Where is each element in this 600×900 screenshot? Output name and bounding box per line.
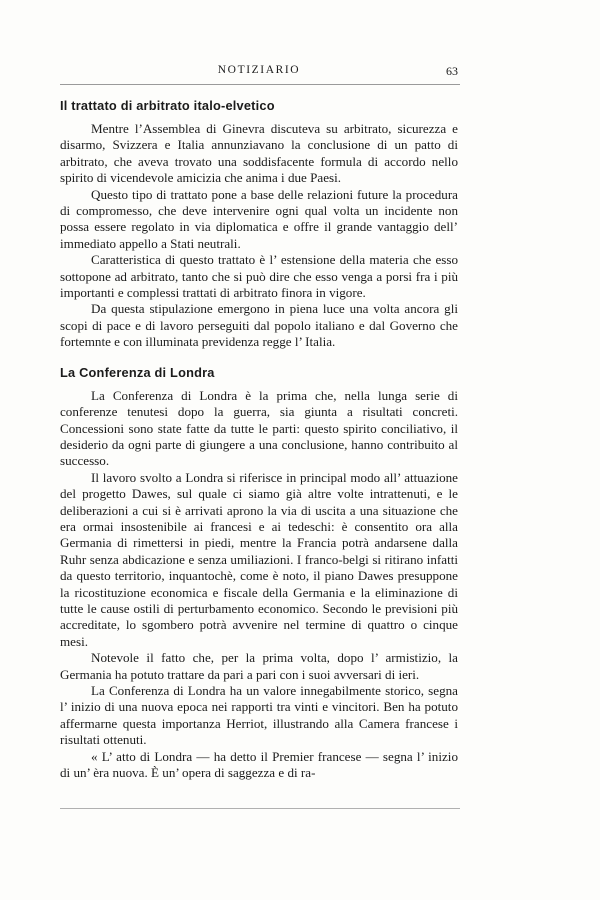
- paragraph: Questo tipo di trattato pone a base delle relazioni future la procedura di compromesso, che deve intervenire ogni qual volta un incidente non possa essere regolato in via diplomatica e offre il grande vantaggio dell’ immediato appello a Stati neutrali.: [60, 186, 458, 251]
- paragraph: La Conferenza di Londra è la prima che, nella lunga serie di conferenze tenutesi dopo la guerra, sia giunta a risultati concreti. Concessioni sono state fatte da tutte le parti: questo spirito conciliativo, il desiderio da ogni parte di giungere a una conclusione, hanno contribuito al successo.: [60, 387, 458, 469]
- paragraph: Da questa stipulazione emergono in piena luce una volta ancora gli scopi di pace e di lavoro perseguiti dal popolo italiano e dal Governo che fortemnte e con illuminata previdenza regge l’ Italia.: [60, 301, 458, 350]
- paragraph: « L’ atto di Londra — ha detto il Premier francese — segna l’ inizio di un’ èra nuova. È un’ opera di saggezza e di ra-: [60, 748, 458, 781]
- paragraph: Caratteristica di questo trattato è l’ estensione della materia che esso sottopone ad arbitrato, tanto che si può dire che esso venga a porsi fra i più importanti e complessi trattati di arbitrato finora in vigore.: [60, 252, 458, 301]
- paragraph: La Conferenza di Londra ha un valore innegabilmente storico, segna l’ inizio di una nuova epoca nei rapporti tra vinti e vincitori. Ben ha potuto affermarne questa importanza Herriot, illustrando alla Camera francese i risultati ottenuti.: [60, 683, 458, 748]
- running-title: NOTIZIARIO: [217, 64, 301, 76]
- paragraph: Il lavoro svolto a Londra si riferisce in principal modo all’ attuazione del progetto Dawes, sul quale ci siamo già altre volte intrattenuti, e le deliberazioni a cui si è arrivati aprono la via di uscita a una situazione che era ormai insostenibile ai francesi e ai tedeschi: è consentito ora alla Germania di rimettersi in piedi, mentre la Francia potrà andarsene dalla Ruhr senza abdicazione e senza umiliazioni. I franco-belgi si ritirano infatti da questo territorio, inquantochè, come è noto, il piano Dawes presuppone la ricostituzione economica e fiscale della Germania e la eliminazione di tutte le cause ostili di perturbamento economico. Secondo le previsioni più accreditate, lo sgombero potrà avvenire nel termine di quattro o cinque mesi.: [60, 469, 458, 649]
- paragraph: Notevole il fatto che, per la prima volta, dopo l’ armistizio, la Germania ha potuto trattare da pari a pari con i suoi avversari di ieri.: [60, 650, 458, 682]
- section-title-conferenza-londra: La Conferenza di Londra: [60, 364, 215, 380]
- page-body: [60, 98, 458, 781]
- paragraph: Mentre l’Assemblea di Ginevra discuteva su arbitrato, sicurezza e disarmo, Svizzera e Italia annunziavano la conclusione di un patto di arbitrato, che aveva trovato una soddisfacente formula di accordo nello spirito di vicendevole amicizia che anima i due Paesi.: [60, 121, 458, 186]
- header-rule: [60, 84, 460, 85]
- page-number: 63: [446, 64, 458, 78]
- section-title-arbitrato: Il trattato di arbitrato italo-elvetico: [60, 98, 275, 113]
- page-header: [60, 64, 458, 82]
- footer-rule: [60, 808, 460, 809]
